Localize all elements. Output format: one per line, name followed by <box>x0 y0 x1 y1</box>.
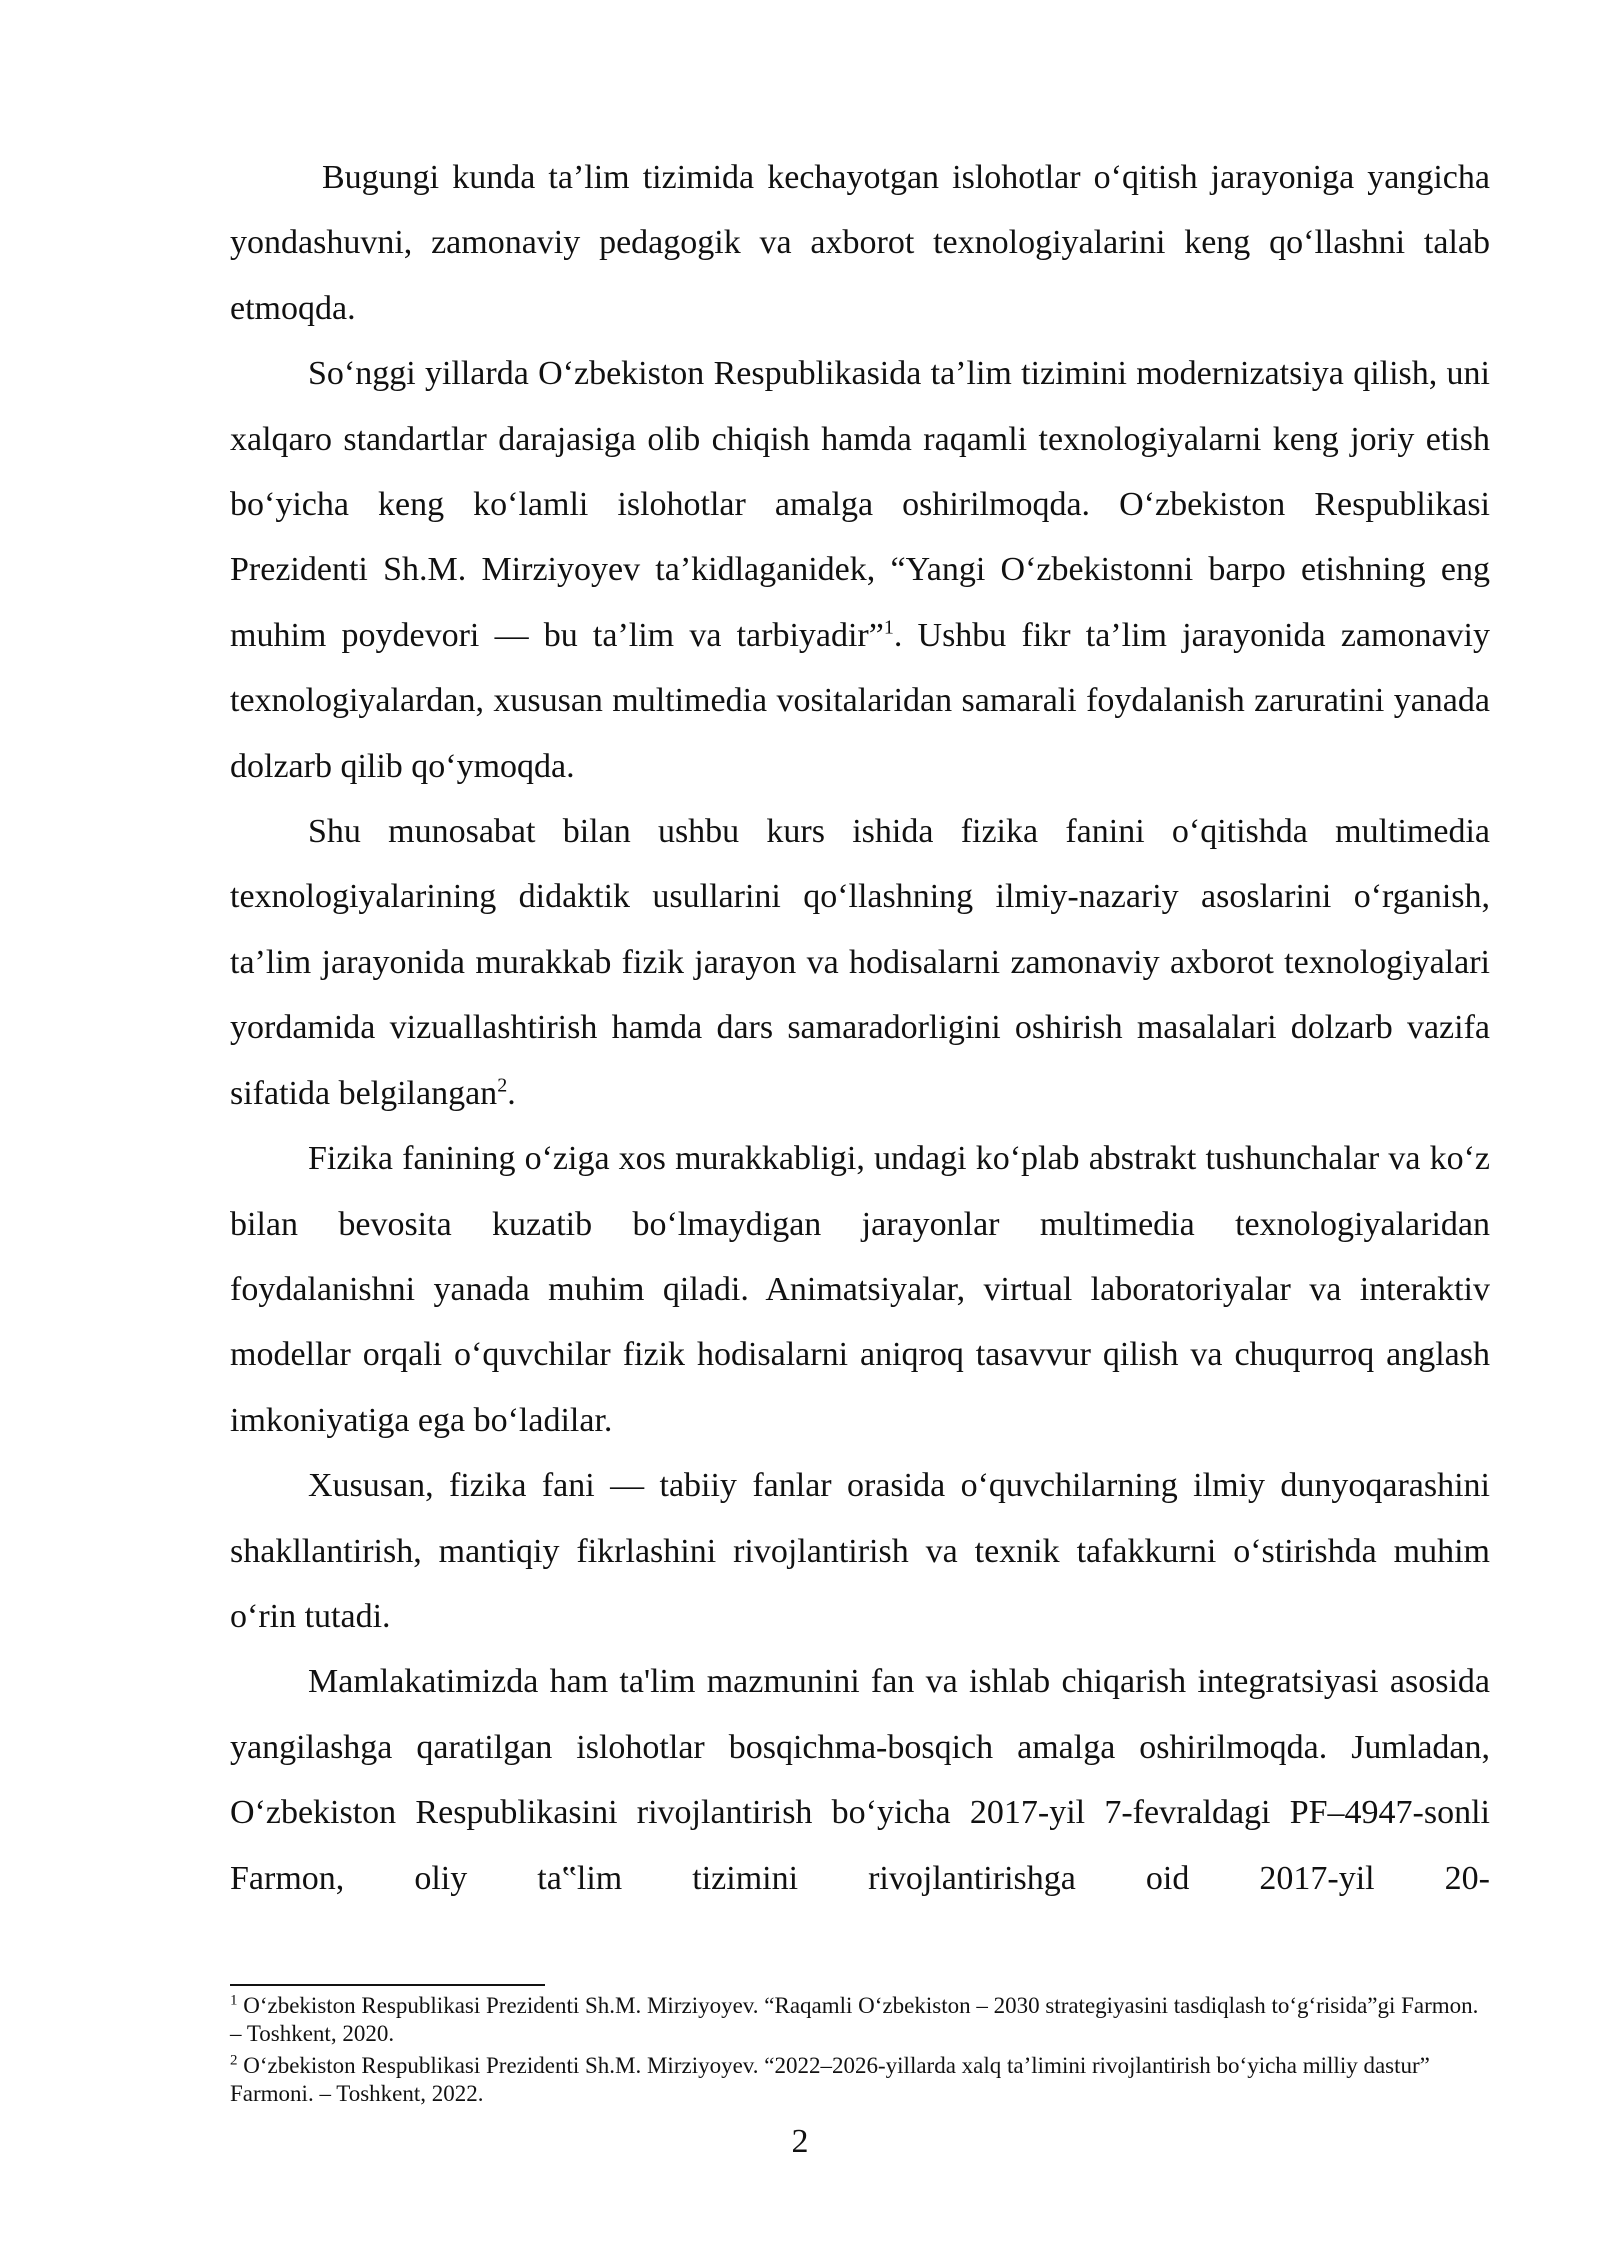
footnote-1-text: O‘zbekiston Respublikasi Prezidenti Sh.M. Mirziyoyev. “Raqamli O‘zbekiston – 2030 strategiyasini tasdiqlash to‘g‘risida”gi Farmon. – Toshkent, 2020. <box>230 1993 1479 2046</box>
footnote-2 <box>230 2052 1490 2108</box>
paragraph-2-text: So‘nggi yillarda O‘zbekiston Respublikasida ta’lim tizimini modernizatsiya qilish, uni xalqaro standartlar darajasiga olib chiqish hamda raqamli texnologiyalarni keng joriy etish bo‘yicha keng ko‘lamli islohotlar amalga oshirilmoqda. O‘zbekiston Respublikasi Prezidenti Sh.M. Mirziyoyev ta’kidlaganidek, “Yangi O‘zbekistonni barpo etishning eng muhim poydevori — bu ta’lim va tarbiyadir” <box>230 355 1490 654</box>
footnote-ref-1: 1 <box>883 616 894 639</box>
paragraph-1: Bugungi kunda ta’lim tizimida kechayotgan islohotlar o‘qitish jarayoniga yangicha yondashuvni, zamonaviy pedagogik va axborot texnologiyalarini keng qo‘llashni talab etmoqda. <box>230 159 1490 327</box>
footnotes <box>230 1992 1490 2112</box>
footnote-separator <box>230 1984 545 1986</box>
page-number: 2 <box>791 2123 809 2160</box>
footnote-number-2: 2 <box>230 2052 238 2069</box>
footnote-number-1: 1 <box>230 1992 238 2009</box>
paragraph-2 <box>230 341 1490 799</box>
body-text <box>230 145 1490 1911</box>
paragraph-3-text: Shu munosabat bilan ushbu kurs ishida fizika fanini o‘qitishda multimedia texnologiyalarining didaktik usullarini qo‘llashning ilmiy-nazariy asoslarini o‘rganish, ta’lim jarayonida murakkab fizik jarayon va hodisalarni zamonaviy axborot texnologiyalari yordamida vizuallashtirish hamda dars samaradorligini oshirish masalalari dolzarb vazifa sifatida belgilangan <box>230 813 1490 1112</box>
paragraph-5: Xususan, fizika fani — tabiiy fanlar orasida o‘quvchilarning ilmiy dunyoqarashini shakllantirish, mantiqiy fikrlashini rivojlantirish va texnik tafakkurni o‘stirishda muhim o‘rin tutadi. <box>230 1467 1490 1635</box>
footnote-2-text: O‘zbekiston Respublikasi Prezidenti Sh.M. Mirziyoyev. “2022–2026-yillarda xalq ta’limini rivojlantirish bo‘yicha milliy dastur” Farmoni. – Toshkent, 2022. <box>230 2053 1430 2106</box>
footnote-1 <box>230 1992 1490 2048</box>
footnote-ref-2: 2 <box>497 1074 508 1097</box>
paragraph-3-text-after: . <box>507 1074 516 1112</box>
paragraph-4: Fizika fanining o‘ziga xos murakkabligi, undagi ko‘plab abstrakt tushunchalar va ko‘z bilan bevosita kuzatib bo‘lmaydigan jarayonlar multimedia texnologiyalaridan foydalanishni yanada muhim qiladi. Animatsiyalar, virtual laboratoriyalar va interaktiv modellar orqali o‘quvchilar fizik hodisalarni aniqroq tasavvur qilish va chuqurroq anglash imkoniyatiga ega bo‘ladilar. <box>230 1140 1490 1439</box>
paragraph-2-text-after: . Ushbu fikr ta’lim jarayonida zamonaviy texnologiyalardan, xususan multimedia vositalaridan samarali foydalanish zaruratini yanada dolzarb qilib qo‘ymoqda. <box>230 616 1490 785</box>
paragraph-3 <box>230 799 1490 1126</box>
paragraph-6: Mamlakatimizda ham ta'lim mazmunini fan va ishlab chiqarish integratsiyasi asosida yangilashga qaratilgan islohotlar bosqichma-bosqich amalga oshirilmoqda. Jumladan, O‘zbekiston Respublikasini rivojlantirish bo‘yicha 2017-yil 7-fevraldagi PF–4947-sonli Farmon, oliy ta‟lim tizimini rivojlantirishga oid 2017-yil 20- <box>230 1663 1490 1897</box>
